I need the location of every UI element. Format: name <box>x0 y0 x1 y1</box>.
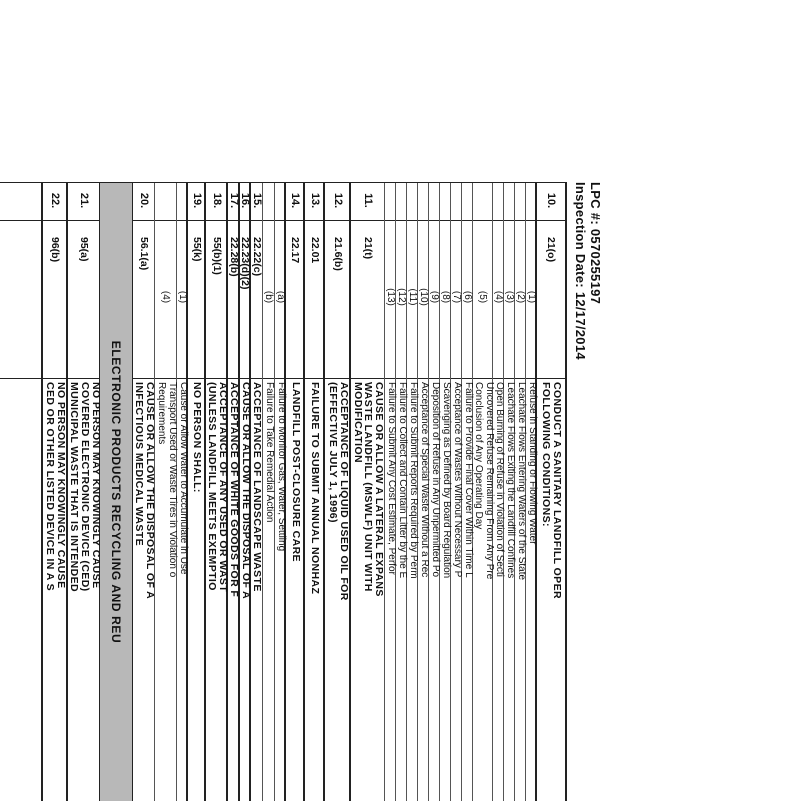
subsection-reference: (4) <box>493 290 504 304</box>
row-number <box>526 183 537 218</box>
violation-description <box>451 382 462 797</box>
table-row <box>472 183 493 801</box>
row-number <box>504 183 515 218</box>
violation-description <box>418 382 429 797</box>
violation-description <box>515 382 526 797</box>
violation-description <box>177 382 188 797</box>
row-number: 11. <box>362 193 374 208</box>
description-line: Acceptance of Wastes Without Necessary P <box>451 382 463 578</box>
description-line: Requirements <box>156 382 167 445</box>
description-line: Refuse in Standing or Flowing Water <box>526 382 538 545</box>
violation-description <box>68 382 101 797</box>
row-number <box>462 183 473 218</box>
section-reference: 22.28(b) <box>228 237 240 277</box>
row-number <box>418 183 429 218</box>
section-reference: 95(a) <box>78 237 91 262</box>
description-line: CED OR OTHER LISTED DEVICE IN A S <box>44 382 57 592</box>
table-row <box>154 183 177 801</box>
description-line: COVERED ELECTRONIC DEVICE (CED) <box>78 382 91 592</box>
row-number: 21. <box>78 192 91 209</box>
subsection-reference: (a) <box>275 290 286 304</box>
description-line: ACCEPTANCE OF LIQUID USED OIL FOR <box>337 382 350 601</box>
description-line: Failure to Submit Reports Required by Perm <box>407 382 419 579</box>
violation-description <box>351 382 385 797</box>
subsection-reference: (5) <box>477 290 489 304</box>
violation-description <box>407 382 418 797</box>
row-number <box>473 183 493 218</box>
row-number <box>396 183 407 218</box>
subsection-reference: (8) <box>440 290 451 304</box>
violation-description <box>133 382 155 797</box>
violation-description <box>43 382 68 797</box>
row-number: 16. <box>239 192 252 209</box>
subsection-reference: (10) <box>418 288 429 306</box>
row-number <box>385 183 396 218</box>
row-number: 12. <box>332 192 344 209</box>
section-reference: 21(t) <box>362 237 374 260</box>
row-number <box>429 183 440 218</box>
description-line: NO PERSON MAY KNOWINGLY CAUSE <box>89 382 102 589</box>
row-number <box>155 183 177 218</box>
violation-description <box>228 382 240 797</box>
section-reference: 56.1(a) <box>138 237 150 271</box>
row-number <box>275 183 286 218</box>
description-line: LANDFILL POST-CLOSURE CARE <box>289 382 302 562</box>
table-row <box>204 183 228 801</box>
description-line: INFECTIOUS MEDICAL WASTE <box>133 382 145 546</box>
section-reference: 22.17 <box>289 237 302 264</box>
violation-description <box>286 382 305 797</box>
violation-description <box>462 382 473 797</box>
subsection-reference: (11) <box>407 288 418 306</box>
row-number <box>451 183 462 218</box>
lpc-number: LPC #: 0570255197 <box>588 182 603 305</box>
table-row <box>41 183 68 801</box>
subsection-reference: (b) <box>263 290 275 304</box>
subsection-reference: (3) <box>504 290 515 304</box>
description-line: Failure to Submit Any Cost Estimate, Perfor <box>385 382 397 575</box>
violations-table <box>0 182 567 801</box>
description-line: Conclusion of Any Operating Day <box>473 382 484 530</box>
section-reference: 22.23(d)(2) <box>239 237 252 290</box>
section-reference: 55(b)(1) <box>211 237 223 275</box>
violation-description <box>275 382 286 797</box>
row-number: 14. <box>289 192 302 209</box>
violation-description <box>263 382 275 797</box>
subsection-reference: (12) <box>396 288 407 306</box>
description-line: Leachate Flows Exiting the Landfill Confines <box>504 382 516 579</box>
section-reference: 96(b) <box>49 237 62 263</box>
description-line: CAUSE OR ALLOW A LATERAL EXPANS <box>373 382 386 597</box>
subsection-reference: (6) <box>462 290 473 304</box>
table-row <box>131 183 155 801</box>
description-line: (EFFECTIVE JULY 1, 1996) <box>327 382 339 523</box>
section-reference: 22.01 <box>309 237 321 264</box>
description-line: NO PERSON SHALL: <box>191 382 204 493</box>
violation-description <box>526 382 537 797</box>
section-reference: 21.6(b) <box>332 237 344 271</box>
table-row <box>349 183 385 801</box>
subsection-reference: (7) <box>451 290 462 304</box>
row-number: 20. <box>138 192 150 209</box>
description-line: MODIFICATION <box>351 382 364 464</box>
violation-description <box>473 382 493 797</box>
table-row <box>284 183 305 801</box>
description-line: Open Burning of Refuse in Violation of Secti <box>493 382 505 577</box>
subsection-reference: (13) <box>385 288 396 306</box>
description-line: FAILURE TO SUBMIT ANNUAL NONHAZ <box>309 382 322 595</box>
row-number: 17. <box>228 192 240 209</box>
table-row <box>535 183 565 801</box>
description-line: Leachate Flows Entering Waters of the State <box>515 382 527 581</box>
description-line: Deposition of Refuse in Any Unpermitted Po <box>429 382 441 578</box>
row-number <box>177 183 188 218</box>
description-line: ACCEPTANCE OF ANY USED OR WAST <box>216 382 229 593</box>
table-row <box>274 183 286 801</box>
violation-description <box>206 382 228 797</box>
description-line: Transport Used or Waste Tires in Violation o <box>166 382 178 578</box>
subsection-reference: (2) <box>515 290 526 304</box>
subsection-reference: (9) <box>429 290 440 304</box>
description-line: ACCEPTANCE OF LANDSCAPE WASTE <box>251 382 264 592</box>
table-row <box>323 183 351 801</box>
description-line: CAUSE OR ALLOW THE DISPOSAL OF A <box>239 382 252 600</box>
row-number: 19. <box>191 192 203 209</box>
violation-description <box>396 382 407 797</box>
description-line: Failure to Take Remedial Action <box>264 382 276 523</box>
description-line: NO PERSON MAY KNOWINGLY CAUSE <box>55 382 68 589</box>
description-line: Acceptance of Special Waste Without a Rec <box>418 382 430 578</box>
section-band-electronic-products <box>99 183 133 801</box>
row-number <box>263 183 275 218</box>
row-number <box>493 183 504 218</box>
description-line: Cause or Allow Water to Accumulate in Use <box>177 382 189 575</box>
description-line: ACCEPTANCE OF WHITE GOODS FOR F <box>228 382 241 598</box>
row-number: 22. <box>49 192 62 209</box>
subsection-reference: (1) <box>526 290 537 304</box>
section-reference: 21(o) <box>545 237 557 263</box>
violation-description <box>504 382 515 797</box>
description-line: MUNICIPAL WASTE THAT IS INTENDED <box>68 382 81 592</box>
row-number <box>440 183 451 218</box>
description-line: CONDUCT A SANITARY LANDFILL OPER <box>550 382 563 599</box>
section-reference: 55(k) <box>191 237 203 262</box>
subsection-reference: (1) <box>177 290 188 304</box>
violation-description <box>440 382 451 797</box>
row-number: 10. <box>545 192 557 209</box>
table-row <box>176 183 188 801</box>
description-line: Uncovered Refuse Remaining From Any Pre <box>483 382 495 580</box>
row-number: 13. <box>309 192 321 209</box>
table-row <box>186 183 206 801</box>
table-row <box>66 183 101 801</box>
description-line: CAUSE OR ALLOW THE DISPOSAL OF A <box>143 382 156 600</box>
violation-description <box>240 382 251 797</box>
inspection-date: Inspection Date: 12/17/2014 <box>573 182 588 360</box>
violation-description <box>188 382 206 797</box>
row-number <box>515 183 526 218</box>
subsection-reference: (4) <box>160 290 172 304</box>
violation-description <box>251 382 263 797</box>
description-line: (UNLESS LANDFILL MEETS EXEMPTIO <box>206 382 218 591</box>
description-line: Scavenging as Defined by Board Regulation <box>440 382 452 579</box>
violation-description <box>385 382 396 797</box>
table-row <box>384 183 396 801</box>
rotated-document-page <box>0 182 618 800</box>
description-line: WASTE LANDFILL (MSWLF) UNIT WITH <box>362 382 375 592</box>
table-row <box>262 183 275 801</box>
violation-description <box>155 382 177 797</box>
row-number: 18. <box>211 192 223 209</box>
row-number <box>407 183 418 218</box>
description-line: FOLLOWING CONDITIONS: <box>540 382 552 527</box>
violation-description <box>305 382 325 797</box>
description-line: Failure to Monitor Gas, Water, Settling <box>275 382 287 552</box>
violation-description <box>537 382 565 797</box>
table-row <box>303 183 325 801</box>
section-reference: 22.22(c) <box>251 237 263 277</box>
description-line: Failure to Provide Final Cover Within Time L <box>462 382 474 578</box>
row-number: 15. <box>251 192 263 209</box>
section-title: ELECTRONIC PRODUCTS RECYCLING AND REU <box>109 340 123 644</box>
violation-description <box>429 382 440 797</box>
violation-description <box>325 382 351 797</box>
description-line: Failure to Collect and Contain Litter by the E <box>396 382 408 579</box>
